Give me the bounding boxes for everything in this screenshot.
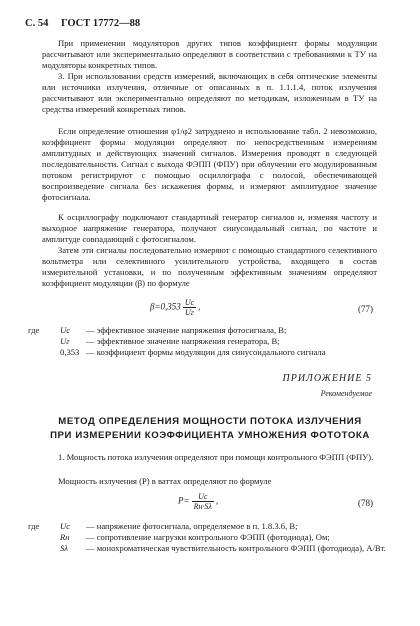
definition-text: — коэффициент формы модуляции для синусоидального сигнала [86, 347, 326, 357]
definition-lead [28, 336, 60, 347]
definition-text: — эффективное значение напряжения генератора, В; [86, 336, 280, 346]
formula-77-tail: , [198, 301, 201, 312]
definition-symbol: Uc [60, 325, 71, 335]
paragraph-item-3: 3. При использовании средств измерений, включающих в себя оптические элементы или источники излучения, отличные от описанных в п. 1.1.1.4, поток излучения рассчитывают или экспериментально определяют по методикам, изложенным в ТУ на средства измерений конкретных типов. [42, 71, 377, 114]
definition-text: — эффективное значение напряжения фотосигнала, В; [86, 325, 287, 335]
definition-text: — сопротивление нагрузки контрольного ФЭПП (фотодиода), Ом; [86, 532, 330, 542]
formula-78-denominator: Rн·Sλ [193, 502, 212, 511]
standard-code: ГОСТ 17772—88 [60, 18, 141, 29]
definition-lead [28, 532, 60, 543]
page-header [25, 18, 150, 29]
definition-lead: где [28, 325, 40, 335]
formula-78-tail: , [215, 495, 219, 506]
appendix-status: Рекомендуемое [320, 389, 372, 398]
definition-symbol: Uc [60, 521, 71, 531]
definition-row [28, 325, 388, 336]
paragraph-selective-voltmeter: Затем эти сигналы последовательно измеряют с помощью стандартного селективного вольтметра или селективного усилительного устройства, входящего в состав измерительной установки, и по полученным эффективным значениям определяют коэффициент модуляции (β) по формуле [42, 245, 377, 288]
definition-lead [28, 347, 60, 358]
equation-number-77: (77) [358, 304, 373, 314]
formula-78 [178, 492, 218, 511]
paragraph-modulators: При применении модуляторов других типов коэффициент формы модуляции рассчитывают или экспериментально определяют в соответствии с требованиями к ТУ на модуляторы конкретных типов. [42, 38, 377, 70]
formula-77 [150, 298, 200, 317]
definition-symbol: Uг [60, 336, 70, 346]
formula-77-lhs: β=0,353 [150, 301, 181, 312]
definition-row [28, 336, 388, 347]
definition-symbol: Rн [60, 532, 70, 542]
definition-text: — напряжение фотосигнала, определяемое в п. 1.8.3.6, В; [86, 521, 298, 531]
equation-number-78: (78) [358, 498, 373, 508]
section-title-line-2: ПРИ ИЗМЕРЕНИИ КОЭФФИЦИЕНТА УМНОЖЕНИЯ ФОТОТОКА [50, 430, 370, 441]
section-title [32, 415, 388, 443]
paragraph-power-formula: Мощность излучения (P) в ваттах определяют по формуле [58, 476, 272, 486]
definition-symbol: Sλ [60, 543, 69, 553]
definition-symbol: 0,353 [60, 347, 80, 357]
definition-row [28, 347, 388, 358]
paragraph-ratio: Если определение отношения φ1/φ2 затруднено и использование табл. 2 невозможно, коэффициент формы модуляции определяют по непосредственным измерениям амплитудных и действующих значений сигналов. Измерения проводят в следующей последовательности. Сигнал с выхода ФЭПП (ФПУ) при облучении его модулированным потоком регистрируют с помощью осциллографа с полосой, обеспечивающей воспроизведение сигнала без искажения формы, и измеряют амплитудное значение фотосигнала. [42, 126, 377, 202]
paragraph-item-1: 1. Мощность потока излучения определяют при помощи контрольного ФЭПП (ФПУ). [58, 452, 374, 462]
definition-row [28, 532, 388, 543]
definition-lead [28, 543, 60, 554]
paragraph-oscillograph: К осциллографу подключают стандартный генератор сигналов и, изменяя частоту и выходное напряжение генератора, получают синусоидальный сигнал, по частоте и амплитуде совпадающий с фотосигналом. [42, 212, 377, 244]
page-number: С. 54 [25, 18, 49, 29]
definition-lead: где [28, 521, 40, 531]
section-title-line-1: МЕТОД ОПРЕДЕЛЕНИЯ МОЩНОСТИ ПОТОКА ИЗЛУЧЕНИЯ [58, 416, 362, 427]
formula-77-denominator: Uг [185, 308, 194, 317]
definition-row [28, 543, 388, 554]
definition-row [28, 521, 388, 532]
formula-78-lhs: P= [178, 495, 190, 506]
formula-77-fraction [183, 298, 196, 317]
formula-78-numerator: Uc [192, 492, 214, 502]
definitions-78 [28, 521, 388, 554]
formula-78-fraction [192, 492, 214, 511]
formula-77-numerator: Uc [184, 298, 195, 307]
definition-text: — монохроматическая чувствительность контрольного ФЭПП (фотодиода), А/Вт. [86, 543, 386, 553]
appendix-label: ПРИЛОЖЕНИЕ 5 [282, 373, 372, 384]
definitions-77 [28, 325, 388, 358]
